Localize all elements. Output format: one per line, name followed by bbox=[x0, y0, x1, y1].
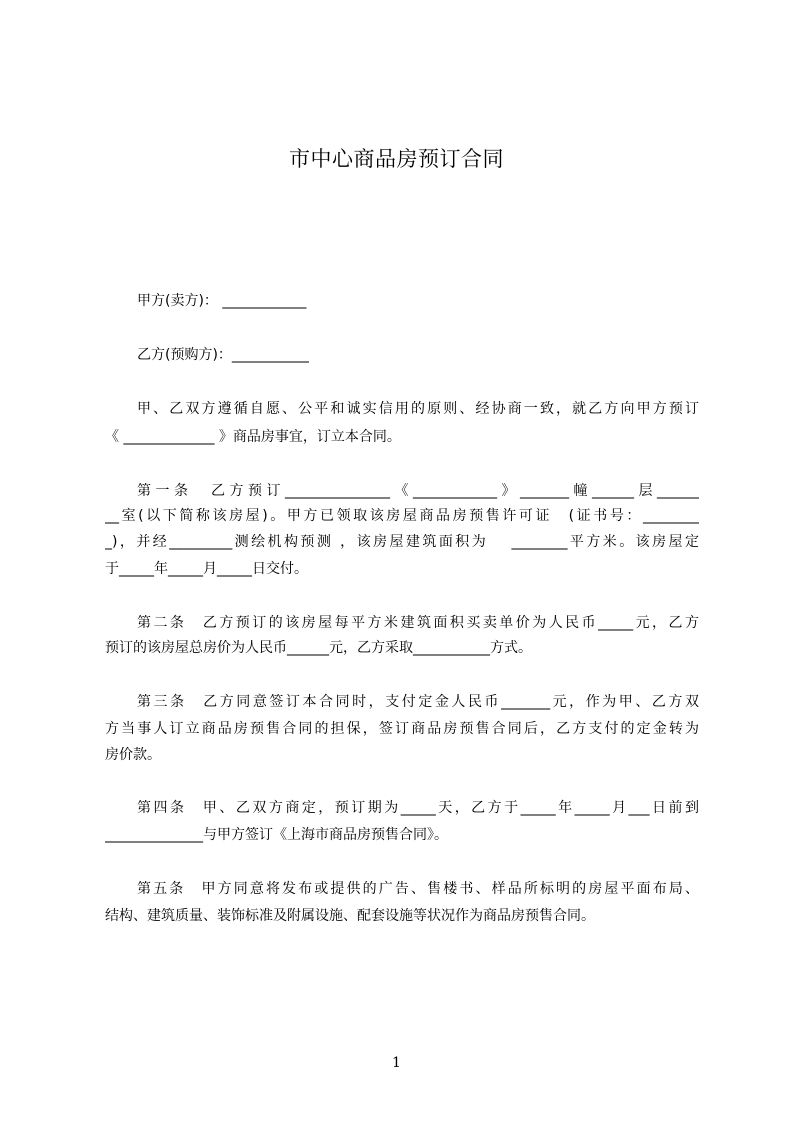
article1-line-4: 于_____年_____月_____日交付。 bbox=[105, 561, 308, 577]
article3-line-2: 方当事人订立商品房预售合同的担保，签订商品房预售合同后，乙方支付的定金转为 bbox=[105, 721, 699, 737]
article2-line-2: 预订的该房屋总房价为人民币______元，乙方采取___________方式。 bbox=[105, 640, 532, 656]
article2-line-1: 第二条 乙方预订的该房屋每平方米建筑面积买卖单价为人民币_____元，乙方 bbox=[137, 615, 699, 631]
article1-line-2: __室(以下简称该房屋)。甲方已领取该房屋商品房预售许可证 (证书号：________ bbox=[105, 508, 699, 524]
article5-line-2: 结构、建筑质量、装饰标准及附属设施、配套设施等状况作为商品房预售合同。 bbox=[105, 908, 595, 924]
intro-line-2: 《 _____________ 》商品房事宜，订立本合同。 bbox=[105, 429, 401, 445]
article4-line-2: ______________与甲方签订《上海市商品房预售合同》。 bbox=[105, 827, 448, 843]
article1-line-1: 第一条 乙方预订_______________《____________》_______幢______层______ bbox=[137, 483, 699, 499]
article3-line-1: 第三条 乙方同意签订本合同时，支付定金人民币_______元，作为甲、乙方双 bbox=[137, 694, 699, 710]
article3-line-3: 房价款。 bbox=[105, 747, 161, 763]
page-number: 1 bbox=[392, 1055, 401, 1071]
article1-line-3: _)，并经_________测绘机构预测 ，该房屋建筑面积为 ________平方米。该房屋定 bbox=[105, 534, 699, 550]
party-a-line: 甲方(卖方)： ____________ bbox=[137, 293, 307, 309]
intro-line-1: 甲、乙双方遵循自愿、公平和诚实信用的原则、经协商一致，就乙方向甲方预订 bbox=[137, 401, 699, 417]
document-title: 市中心商品房预订合同 bbox=[289, 147, 504, 171]
article5-line-1: 第五条 甲方同意将发布或提供的广告、售楼书、样品所标明的房屋平面布局、 bbox=[137, 881, 699, 897]
article4-line-1: 第四条 甲、乙双方商定，预订期为_____天，乙方于_____年_____月___日前到 bbox=[137, 800, 699, 816]
party-b-line: 乙方(预购方)：___________ bbox=[137, 347, 309, 363]
